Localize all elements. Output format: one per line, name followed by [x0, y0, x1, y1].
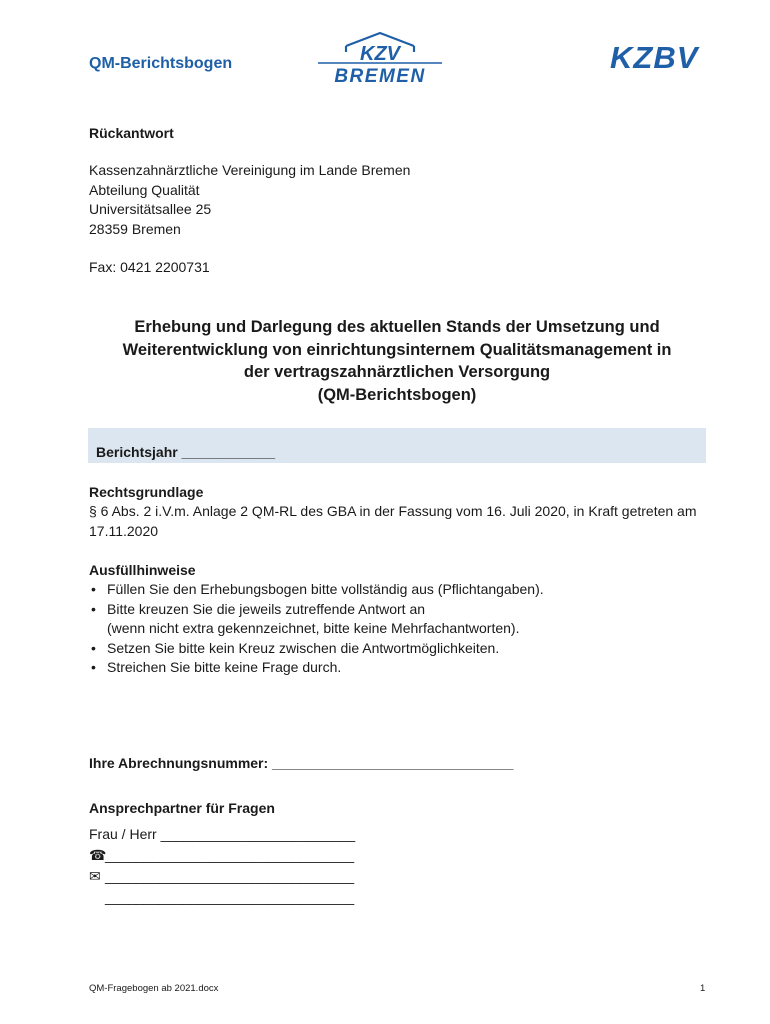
contact-extra-field[interactable]: ________________________________ [105, 889, 355, 905]
contact-heading: Ansprechpartner für Fragen [89, 800, 275, 816]
bullet-icon: • [91, 659, 96, 675]
contact-phone-field[interactable]: ________________________________ [105, 847, 355, 863]
billing-number-field[interactable]: Ihre Abrechnungsnummer: _______________________________ [89, 755, 514, 771]
contact-email-row[interactable] [89, 867, 355, 888]
title-line: (QM-Berichtsbogen) [317, 385, 477, 404]
kzv-logo-text: KZV [360, 43, 400, 65]
reply-heading: Rückantwort [89, 125, 174, 141]
document-header-title: QM-Berichtsbogen [89, 55, 233, 72]
address-line: Kassenzahnärztliche Vereinigung im Lande Bremen [89, 162, 411, 178]
list-item: • Füllen Sie den Erhebungsbogen bitte vollständig aus (Pflichtangaben). [89, 580, 709, 600]
contact-email-field[interactable]: ________________________________ [105, 868, 355, 884]
contact-name-field[interactable]: Frau / Herr _________________________ [89, 826, 356, 842]
phone-icon: ☎ [89, 847, 107, 863]
title-line: Erhebung und Darlegung des aktuellen Stands der Umsetzung und [134, 318, 660, 336]
bullet-icon: • [91, 600, 96, 617]
contact-extra-row[interactable] [89, 888, 355, 909]
legal-basis-text: § 6 Abs. 2 i.V.m. Anlage 2 QM-RL des GBA in der Fassung vom 16. Juli 2020, in Kraft getreten am 17.11.2020 [89, 503, 697, 539]
bullet-icon: • [91, 581, 96, 597]
kzv-bremen-logo [318, 30, 442, 86]
list-item: • Setzen Sie bitte kein Kreuz zwischen die Antwortmöglichkeiten. [89, 639, 709, 659]
address-line: Abteilung Qualität [89, 181, 200, 198]
title-line: der vertragszahnärztlichen Versorgung [243, 363, 551, 381]
address-line: Universitätsallee 25 [89, 201, 212, 217]
footer-filename: QM-Fragebogen ab 2021.docx [89, 983, 219, 994]
list-item: (wenn nicht extra gekennzeichnet, bitte keine Mehrfachantworten). [107, 620, 520, 636]
contact-fields [89, 825, 355, 909]
report-year-field[interactable]: Berichtsjahr ____________ [96, 444, 276, 460]
bremen-logo-text: BREMEN [334, 66, 426, 86]
recipient-address [89, 161, 410, 239]
document-main-title [88, 316, 706, 406]
instructions-list [89, 580, 709, 678]
page-number: 1 [700, 983, 706, 994]
list-item: • Streichen Sie bitte keine Frage durch. [89, 658, 709, 678]
contact-phone-row[interactable] [89, 846, 355, 867]
instructions-heading: Ausfüllhinweise [89, 562, 196, 578]
envelope-icon: ✉ [89, 868, 101, 884]
report-year-box [88, 428, 706, 463]
bullet-icon: • [91, 639, 96, 656]
fax-number: Fax: 0421 2200731 [89, 259, 210, 275]
title-line: Weiterentwicklung von einrichtungsinternem Qualitätsmanagement in [122, 340, 672, 359]
kzbv-logo: KZBV [610, 40, 699, 75]
list-item: • Bitte kreuzen Sie die jeweils zutreffende Antwort an [89, 600, 709, 620]
address-line: 28359 Bremen [89, 220, 181, 237]
legal-basis-heading: Rechtsgrundlage [89, 484, 204, 500]
